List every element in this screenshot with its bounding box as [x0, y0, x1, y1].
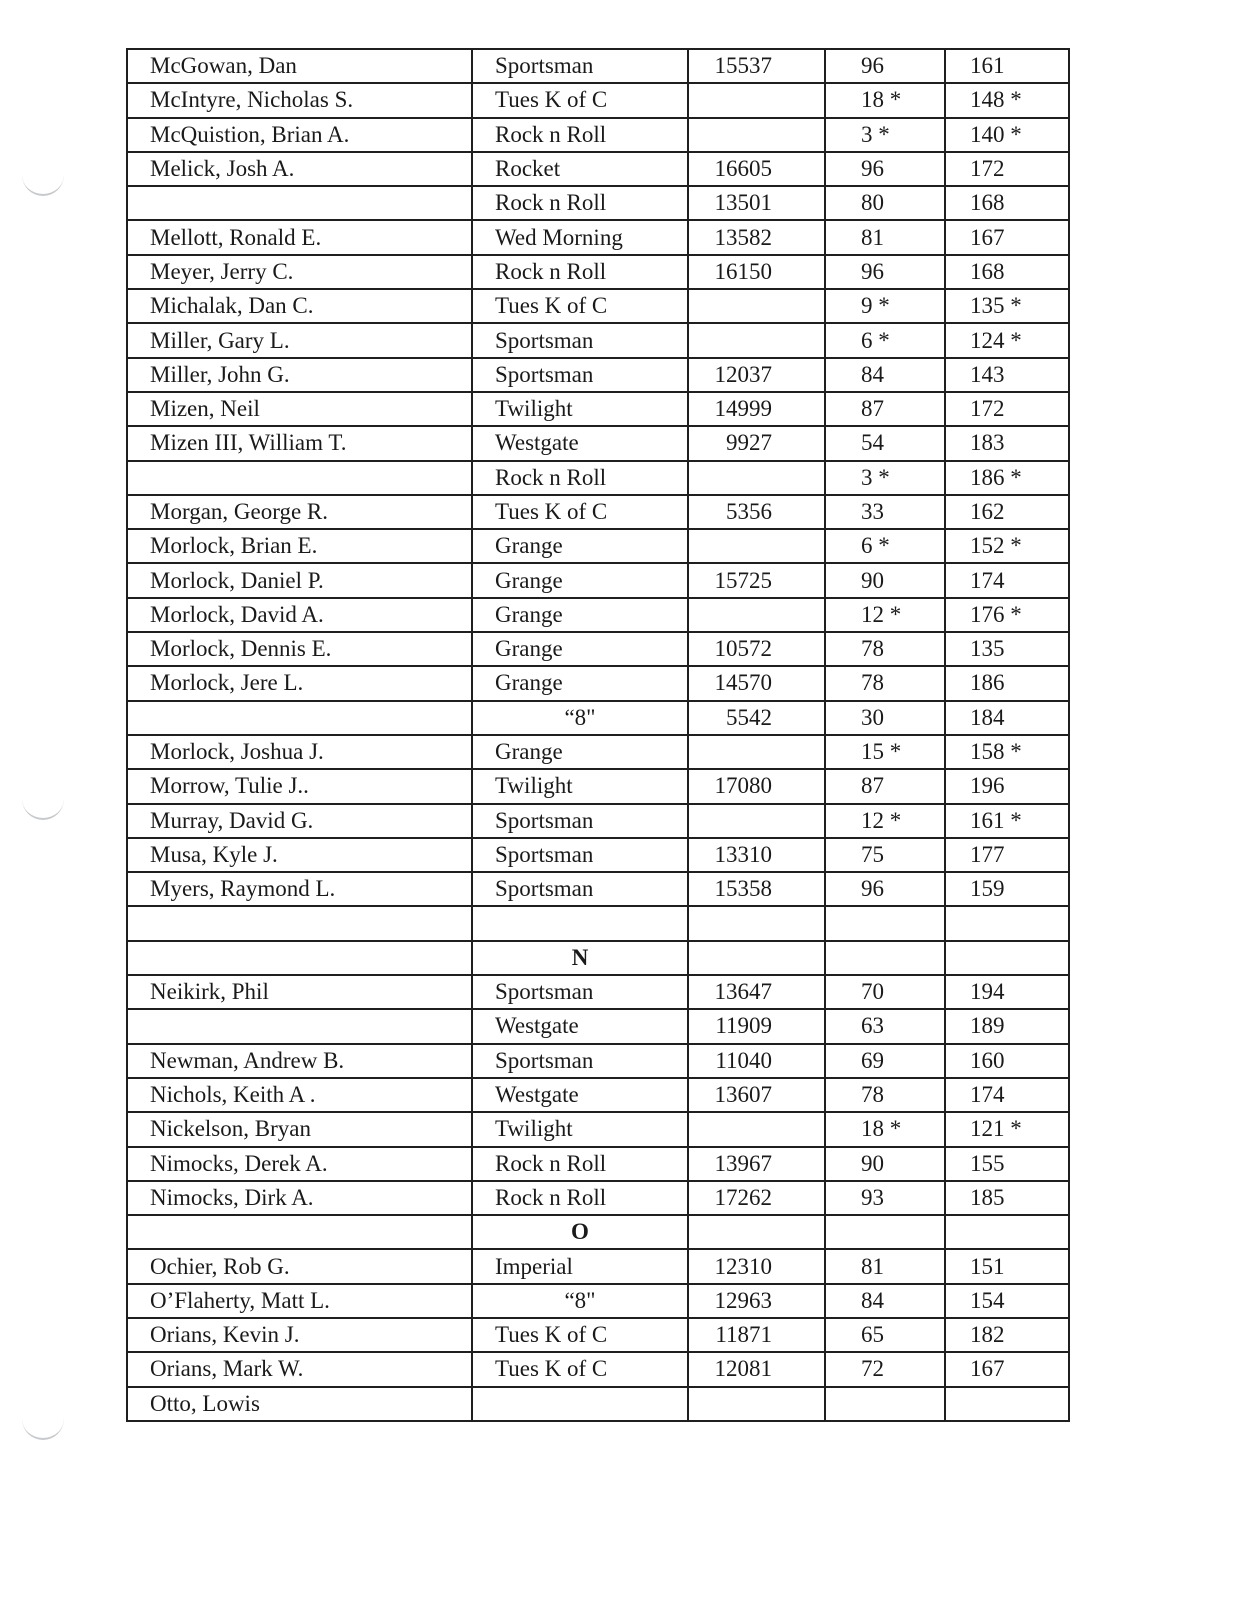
empty-cell — [688, 941, 825, 975]
section-letter: O — [472, 1215, 688, 1249]
games-cell — [825, 1387, 945, 1421]
average-cell: 186 * — [945, 461, 1069, 495]
league-cell: Sportsman — [472, 872, 688, 906]
empty-cell — [127, 941, 472, 975]
average-cell: 168 — [945, 255, 1069, 289]
league-cell: Sportsman — [472, 838, 688, 872]
average-cell: 196 — [945, 769, 1069, 803]
games-cell: 81 — [825, 1249, 945, 1283]
games-cell: 78 — [825, 1078, 945, 1112]
bowler-name-cell: Newman, Andrew B. — [127, 1044, 472, 1078]
average-cell: 143 — [945, 358, 1069, 392]
bowler-name-cell: Nichols, Keith A . — [127, 1078, 472, 1112]
league-cell: Westgate — [472, 1078, 688, 1112]
games-cell: 87 — [825, 392, 945, 426]
league-cell: Grange — [472, 666, 688, 700]
games-cell: 96 — [825, 152, 945, 186]
table-row — [127, 529, 1069, 563]
total-pins-cell: 13501 — [688, 186, 825, 220]
average-cell: 185 — [945, 1181, 1069, 1215]
average-cell: 140 * — [945, 118, 1069, 152]
games-cell: 18 * — [825, 1112, 945, 1146]
league-cell: Grange — [472, 735, 688, 769]
bowler-name-cell — [127, 461, 472, 495]
table-row — [127, 1044, 1069, 1078]
league-cell: Rock n Roll — [472, 1181, 688, 1215]
bowler-name-cell: McIntyre, Nicholas S. — [127, 83, 472, 117]
league-cell: Imperial — [472, 1249, 688, 1283]
games-cell: 54 — [825, 426, 945, 460]
table-row — [127, 220, 1069, 254]
average-cell: 174 — [945, 1078, 1069, 1112]
league-cell: Grange — [472, 598, 688, 632]
total-pins-cell: 14999 — [688, 392, 825, 426]
average-cell: 167 — [945, 1352, 1069, 1386]
average-cell: 151 — [945, 1249, 1069, 1283]
league-cell: Tues K of C — [472, 289, 688, 323]
table-row — [127, 838, 1069, 872]
average-cell: 161 * — [945, 804, 1069, 838]
bowler-name-cell: Mellott, Ronald E. — [127, 220, 472, 254]
table-row — [127, 323, 1069, 357]
games-cell: 81 — [825, 220, 945, 254]
bowler-name-cell: Nimocks, Dirk A. — [127, 1181, 472, 1215]
table-row — [127, 1284, 1069, 1318]
average-cell: 158 * — [945, 735, 1069, 769]
total-pins-cell — [688, 323, 825, 357]
bowler-name-cell: Orians, Kevin J. — [127, 1318, 472, 1352]
table-row — [127, 49, 1069, 83]
games-cell — [825, 906, 945, 940]
table-row — [127, 426, 1069, 460]
league-cell: Sportsman — [472, 358, 688, 392]
average-cell: 174 — [945, 563, 1069, 597]
empty-cell — [825, 941, 945, 975]
bowler-name-cell: O’Flaherty, Matt L. — [127, 1284, 472, 1318]
bowler-roster-table — [126, 48, 1070, 1422]
average-cell: 186 — [945, 666, 1069, 700]
total-pins-cell: 9927 — [688, 426, 825, 460]
table-row — [127, 1318, 1069, 1352]
bowler-name-cell: Melick, Josh A. — [127, 152, 472, 186]
total-pins-cell — [688, 289, 825, 323]
bowler-name-cell: McQuistion, Brian A. — [127, 118, 472, 152]
games-cell: 84 — [825, 1284, 945, 1318]
bowler-name-cell: Meyer, Jerry C. — [127, 255, 472, 289]
games-cell: 80 — [825, 186, 945, 220]
games-cell: 12 * — [825, 804, 945, 838]
table-row — [127, 83, 1069, 117]
games-cell: 3 * — [825, 118, 945, 152]
total-pins-cell: 10572 — [688, 632, 825, 666]
total-pins-cell — [688, 735, 825, 769]
average-cell: 121 * — [945, 1112, 1069, 1146]
games-cell: 9 * — [825, 289, 945, 323]
total-pins-cell — [688, 1112, 825, 1146]
games-cell: 93 — [825, 1181, 945, 1215]
games-cell: 96 — [825, 49, 945, 83]
total-pins-cell: 15358 — [688, 872, 825, 906]
total-pins-cell — [688, 529, 825, 563]
table-row — [127, 118, 1069, 152]
roster-body — [127, 49, 1069, 1421]
total-pins-cell — [688, 118, 825, 152]
average-cell: 183 — [945, 426, 1069, 460]
table-row — [127, 804, 1069, 838]
league-cell: Sportsman — [472, 1044, 688, 1078]
total-pins-cell: 13967 — [688, 1147, 825, 1181]
table-row — [127, 358, 1069, 392]
league-cell: Tues K of C — [472, 495, 688, 529]
bowler-name-cell: Morlock, Jere L. — [127, 666, 472, 700]
bowler-name-cell: Nimocks, Derek A. — [127, 1147, 472, 1181]
games-cell: 70 — [825, 975, 945, 1009]
bowler-name-cell: Morlock, Daniel P. — [127, 563, 472, 597]
punch-hole-mark — [22, 172, 64, 196]
league-cell — [472, 1387, 688, 1421]
table-row — [127, 1078, 1069, 1112]
bowler-name-cell: Orians, Mark W. — [127, 1352, 472, 1386]
total-pins-cell: 13310 — [688, 838, 825, 872]
games-cell: 78 — [825, 666, 945, 700]
league-cell: Twilight — [472, 1112, 688, 1146]
total-pins-cell: 12963 — [688, 1284, 825, 1318]
average-cell: 155 — [945, 1147, 1069, 1181]
table-row — [127, 255, 1069, 289]
league-cell: Grange — [472, 529, 688, 563]
average-cell: 159 — [945, 872, 1069, 906]
games-cell: 6 * — [825, 323, 945, 357]
total-pins-cell: 5542 — [688, 701, 825, 735]
total-pins-cell: 15537 — [688, 49, 825, 83]
table-row — [127, 632, 1069, 666]
bowler-name-cell: Neikirk, Phil — [127, 975, 472, 1009]
table-row — [127, 1009, 1069, 1043]
games-cell: 63 — [825, 1009, 945, 1043]
table-row — [127, 735, 1069, 769]
punch-hole-mark — [22, 796, 64, 820]
total-pins-cell: 12081 — [688, 1352, 825, 1386]
total-pins-cell — [688, 1387, 825, 1421]
average-cell: 172 — [945, 152, 1069, 186]
average-cell: 184 — [945, 701, 1069, 735]
league-cell: Rock n Roll — [472, 1147, 688, 1181]
games-cell: 15 * — [825, 735, 945, 769]
total-pins-cell: 15725 — [688, 563, 825, 597]
games-cell: 96 — [825, 255, 945, 289]
table-row — [127, 906, 1069, 940]
table-row — [127, 666, 1069, 700]
bowler-name-cell: Otto, Lowis — [127, 1387, 472, 1421]
games-cell: 90 — [825, 1147, 945, 1181]
league-cell: Tues K of C — [472, 1352, 688, 1386]
league-cell: Rocket — [472, 152, 688, 186]
bowler-name-cell: Morrow, Tulie J.. — [127, 769, 472, 803]
table-row — [127, 461, 1069, 495]
table-row — [127, 186, 1069, 220]
average-cell: 182 — [945, 1318, 1069, 1352]
section-letter: N — [472, 941, 688, 975]
table-row — [127, 1181, 1069, 1215]
total-pins-cell: 12310 — [688, 1249, 825, 1283]
bowler-name-cell: Miller, John G. — [127, 358, 472, 392]
average-cell: 148 * — [945, 83, 1069, 117]
league-cell: Rock n Roll — [472, 255, 688, 289]
average-cell: 189 — [945, 1009, 1069, 1043]
average-cell: 161 — [945, 49, 1069, 83]
games-cell: 69 — [825, 1044, 945, 1078]
average-cell — [945, 906, 1069, 940]
bowler-name-cell: Musa, Kyle J. — [127, 838, 472, 872]
table-row — [127, 701, 1069, 735]
table-row — [127, 975, 1069, 1009]
league-cell: Westgate — [472, 426, 688, 460]
total-pins-cell: 17080 — [688, 769, 825, 803]
total-pins-cell: 13647 — [688, 975, 825, 1009]
average-cell: 194 — [945, 975, 1069, 1009]
average-cell: 176 * — [945, 598, 1069, 632]
bowler-name-cell — [127, 1009, 472, 1043]
league-cell: Tues K of C — [472, 1318, 688, 1352]
bowler-name-cell: Mizen, Neil — [127, 392, 472, 426]
table-row — [127, 392, 1069, 426]
league-cell: Twilight — [472, 769, 688, 803]
league-cell: Grange — [472, 632, 688, 666]
empty-cell — [825, 1215, 945, 1249]
games-cell: 72 — [825, 1352, 945, 1386]
league-cell: Sportsman — [472, 323, 688, 357]
bowler-name-cell: Morlock, David A. — [127, 598, 472, 632]
average-cell: 162 — [945, 495, 1069, 529]
total-pins-cell — [688, 598, 825, 632]
games-cell: 84 — [825, 358, 945, 392]
table-row — [127, 1249, 1069, 1283]
bowler-name-cell: Myers, Raymond L. — [127, 872, 472, 906]
league-cell: Grange — [472, 563, 688, 597]
average-cell: 160 — [945, 1044, 1069, 1078]
league-cell: Rock n Roll — [472, 186, 688, 220]
table-row — [127, 769, 1069, 803]
bowler-name-cell: Michalak, Dan C. — [127, 289, 472, 323]
bowler-name-cell: Morlock, Brian E. — [127, 529, 472, 563]
league-cell: Tues K of C — [472, 83, 688, 117]
table-row — [127, 152, 1069, 186]
table-row — [127, 1147, 1069, 1181]
total-pins-cell: 16150 — [688, 255, 825, 289]
games-cell: 3 * — [825, 461, 945, 495]
total-pins-cell — [688, 804, 825, 838]
section-header-row — [127, 1215, 1069, 1249]
league-cell — [472, 906, 688, 940]
average-cell: 135 * — [945, 289, 1069, 323]
section-header-row — [127, 941, 1069, 975]
games-cell: 65 — [825, 1318, 945, 1352]
bowler-name-cell: Murray, David G. — [127, 804, 472, 838]
table-row — [127, 1112, 1069, 1146]
average-cell — [945, 1387, 1069, 1421]
bowler-name-cell — [127, 186, 472, 220]
games-cell: 6 * — [825, 529, 945, 563]
total-pins-cell — [688, 461, 825, 495]
average-cell: 177 — [945, 838, 1069, 872]
bowler-name-cell: McGowan, Dan — [127, 49, 472, 83]
games-cell: 90 — [825, 563, 945, 597]
empty-cell — [945, 1215, 1069, 1249]
league-cell: “8" — [472, 701, 688, 735]
games-cell: 33 — [825, 495, 945, 529]
league-cell: Westgate — [472, 1009, 688, 1043]
bowler-name-cell: Morlock, Joshua J. — [127, 735, 472, 769]
bowler-name-cell — [127, 906, 472, 940]
league-cell: “8" — [472, 1284, 688, 1318]
league-cell: Wed Morning — [472, 220, 688, 254]
total-pins-cell: 13582 — [688, 220, 825, 254]
average-cell: 154 — [945, 1284, 1069, 1318]
table-row — [127, 563, 1069, 597]
league-cell: Sportsman — [472, 804, 688, 838]
league-cell: Sportsman — [472, 49, 688, 83]
games-cell: 87 — [825, 769, 945, 803]
average-cell: 168 — [945, 186, 1069, 220]
bowler-name-cell: Nickelson, Bryan — [127, 1112, 472, 1146]
total-pins-cell: 14570 — [688, 666, 825, 700]
average-cell: 152 * — [945, 529, 1069, 563]
average-cell: 124 * — [945, 323, 1069, 357]
games-cell: 96 — [825, 872, 945, 906]
table-row — [127, 1352, 1069, 1386]
bowler-name-cell: Miller, Gary L. — [127, 323, 472, 357]
bowler-name-cell: Morlock, Dennis E. — [127, 632, 472, 666]
empty-cell — [945, 941, 1069, 975]
table-row — [127, 495, 1069, 529]
empty-cell — [688, 1215, 825, 1249]
table-row — [127, 598, 1069, 632]
average-cell: 167 — [945, 220, 1069, 254]
total-pins-cell: 17262 — [688, 1181, 825, 1215]
total-pins-cell: 11871 — [688, 1318, 825, 1352]
bowler-name-cell: Mizen III, William T. — [127, 426, 472, 460]
games-cell: 12 * — [825, 598, 945, 632]
total-pins-cell: 12037 — [688, 358, 825, 392]
games-cell: 30 — [825, 701, 945, 735]
total-pins-cell: 11040 — [688, 1044, 825, 1078]
games-cell: 78 — [825, 632, 945, 666]
average-cell: 135 — [945, 632, 1069, 666]
total-pins-cell: 13607 — [688, 1078, 825, 1112]
average-cell: 172 — [945, 392, 1069, 426]
bowler-name-cell: Morgan, George R. — [127, 495, 472, 529]
league-cell: Rock n Roll — [472, 118, 688, 152]
total-pins-cell: 11909 — [688, 1009, 825, 1043]
table-row — [127, 872, 1069, 906]
table-row — [127, 289, 1069, 323]
bowler-name-cell: Ochier, Rob G. — [127, 1249, 472, 1283]
total-pins-cell — [688, 906, 825, 940]
total-pins-cell: 5356 — [688, 495, 825, 529]
league-cell: Rock n Roll — [472, 461, 688, 495]
total-pins-cell — [688, 83, 825, 117]
total-pins-cell: 16605 — [688, 152, 825, 186]
punch-hole-mark — [22, 1416, 64, 1440]
games-cell: 75 — [825, 838, 945, 872]
league-cell: Sportsman — [472, 975, 688, 1009]
bowler-name-cell — [127, 701, 472, 735]
table-row — [127, 1387, 1069, 1421]
league-cell: Twilight — [472, 392, 688, 426]
games-cell: 18 * — [825, 83, 945, 117]
empty-cell — [127, 1215, 472, 1249]
